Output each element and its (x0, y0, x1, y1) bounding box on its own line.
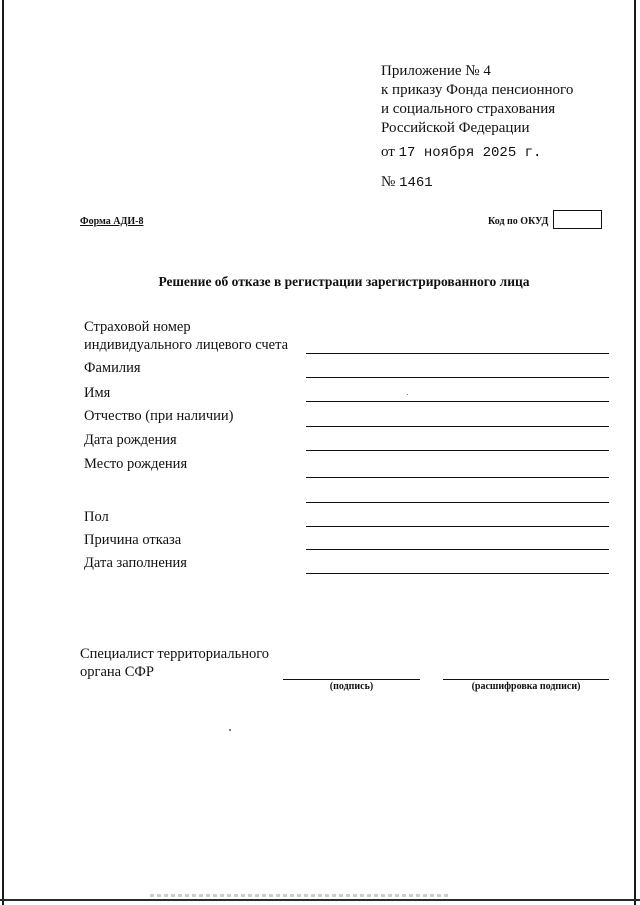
signature-caption: (подпись) (329, 681, 374, 692)
field-line-birth-place-1[interactable] (306, 477, 609, 478)
annex-line-1: Приложение № 4 (381, 63, 491, 79)
signature-line[interactable] (283, 679, 420, 680)
field-line-birth-date[interactable] (306, 450, 609, 451)
order-number-prefix: № (381, 174, 396, 190)
field-label-birth-place: Место рождения (84, 456, 188, 472)
scan-edge-left (2, 0, 4, 905)
field-line-refusal-reason[interactable] (306, 549, 609, 550)
field-line-name[interactable] (306, 401, 609, 402)
annex-line-4: Российской Федерации (381, 120, 530, 136)
scan-speck (229, 729, 231, 731)
field-label-snils-line1: Страховой номер (84, 319, 191, 335)
annex-line-2: к приказу Фонда пенсионного (381, 82, 574, 98)
field-label-refusal-reason: Причина отказа (84, 532, 182, 548)
field-line-patronymic[interactable] (306, 426, 609, 427)
specialist-label (80, 645, 269, 681)
field-line-birth-place-2[interactable] (306, 502, 609, 503)
field-line-surname[interactable] (306, 377, 609, 378)
signature-decoding-caption: (расшифровка подписи) (471, 681, 581, 692)
field-label-name: Имя (84, 385, 111, 401)
field-label-birth-date: Дата рождения (84, 432, 177, 448)
field-line-snils[interactable] (306, 353, 609, 354)
annex-line-3: и социального страхования (381, 101, 556, 117)
field-label-snils-line2: индивидуального лицевого счета (84, 337, 289, 353)
scan-edge-right (634, 0, 636, 905)
order-number (381, 174, 433, 191)
specialist-label-line1: Специалист территориального (80, 646, 270, 662)
okud-label: Код по ОКУД (488, 216, 549, 227)
scan-edge-bottom (0, 899, 640, 901)
order-date (381, 144, 541, 161)
specialist-label-line2: органа СФР (80, 664, 154, 680)
field-label-patronymic: Отчество (при наличии) (84, 408, 234, 424)
field-label-surname: Фамилия (84, 360, 141, 376)
scan-bottom-artifact (150, 894, 450, 897)
field-line-sex[interactable] (306, 526, 609, 527)
field-line-fill-date[interactable] (306, 573, 609, 574)
field-label-fill-date: Дата заполнения (84, 555, 187, 571)
order-date-prefix: от (381, 144, 395, 160)
order-date-value: 17 ноября 2025 г. (398, 145, 542, 161)
okud-code-field[interactable] (553, 210, 602, 229)
annex-header (381, 62, 573, 138)
scan-speck (407, 394, 408, 395)
form-code: Форма АДИ-8 (80, 216, 144, 227)
field-label-snils (84, 318, 288, 354)
field-label-sex: Пол (84, 509, 109, 525)
order-number-value: 1461 (399, 175, 433, 191)
document-title: Решение об отказе в регистрации зарегистрированного лица (158, 274, 530, 289)
signature-decoding-line[interactable] (443, 679, 609, 680)
